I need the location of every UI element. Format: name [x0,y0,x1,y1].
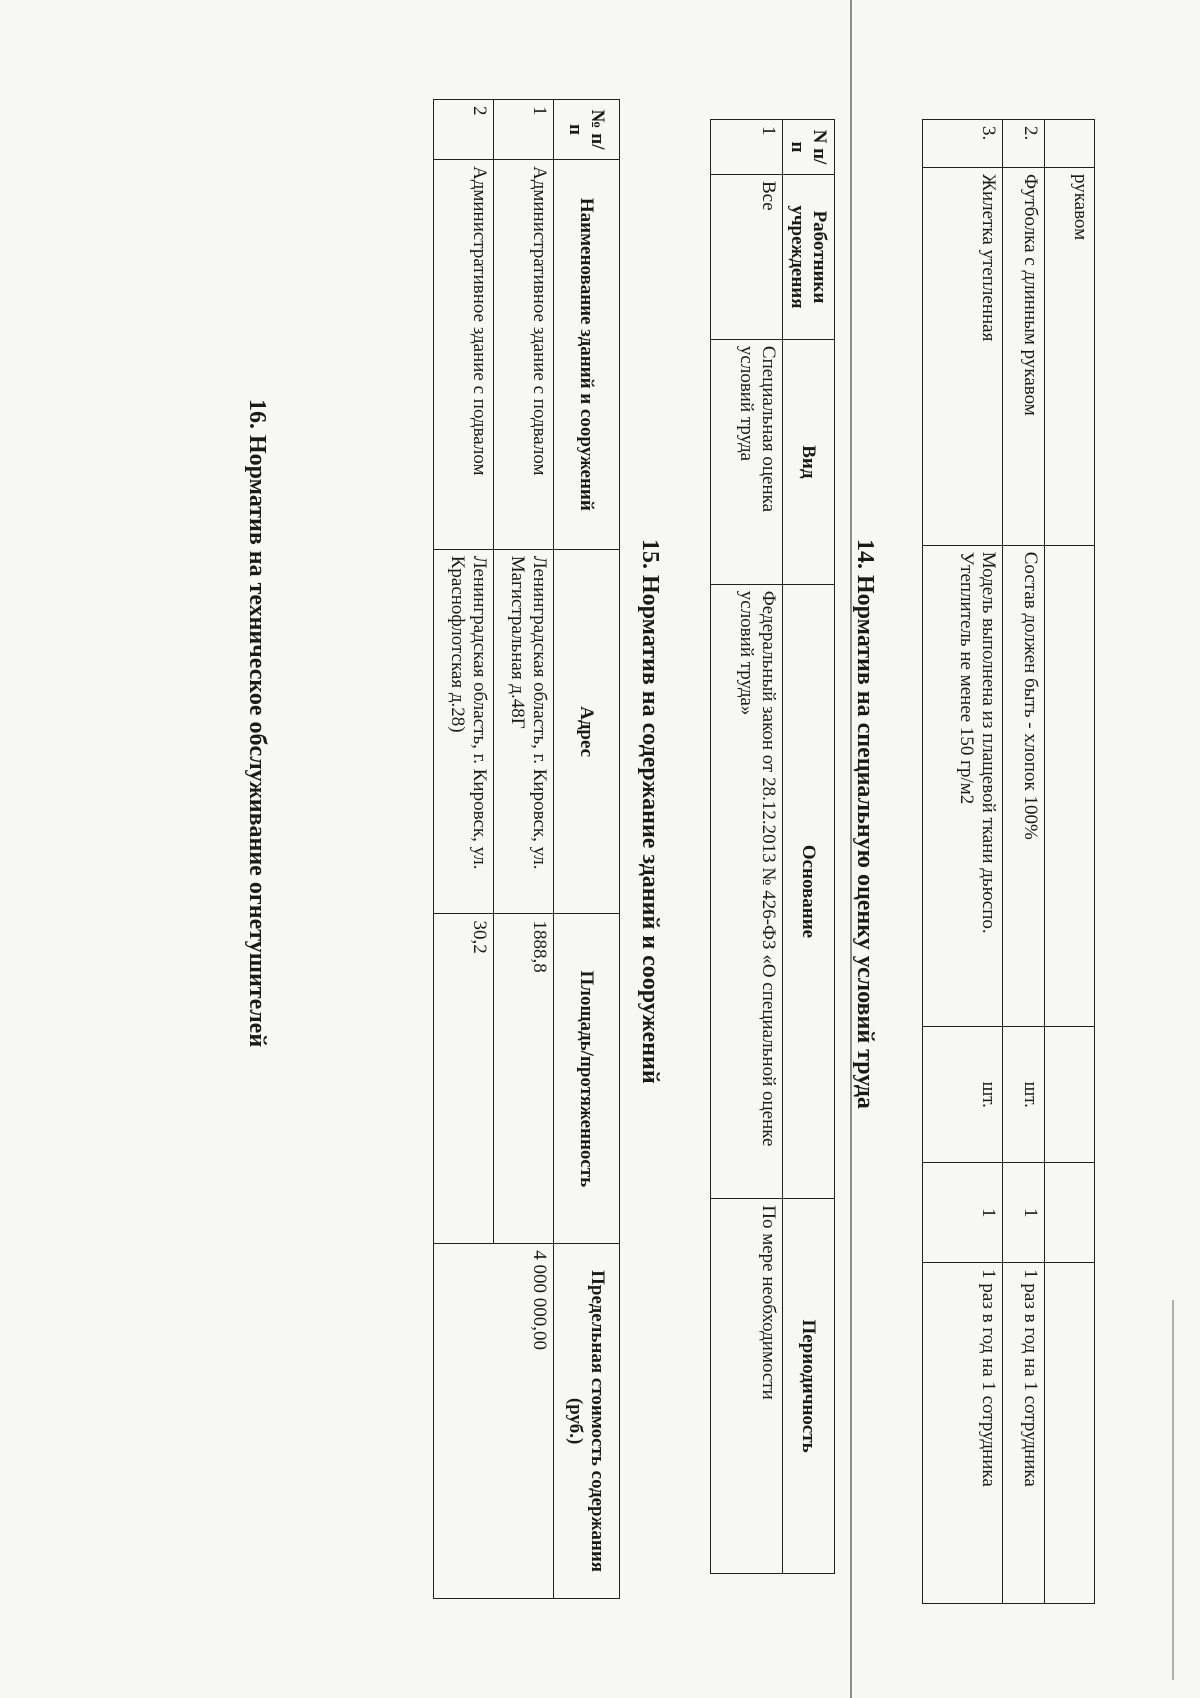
cell-basis: Федеральный закон от 28.12.2013 № 426-ФЗ «О специальной оценке условий труда» [711,584,783,1198]
cell-num: 2. [1003,120,1045,168]
table-row [923,120,1003,1604]
clothing-table [922,119,1095,1604]
cell-num: 1 [494,100,554,160]
header-num: N п/п [783,120,835,175]
cell-cost: 4 000 000,00 [434,1244,554,1599]
section-14-title: 14. Норматив на специальную оценку условий труда [852,539,878,1109]
cell-desc: Модель выполнена из плащевой ткани дьюспо. Утеплитель не менее 150 гр/м2 [923,545,1003,1027]
header-basis: Основание [783,584,835,1198]
cell-num: 1 [711,120,783,175]
cell-unit: шт. [923,1027,1003,1163]
cell-address: Ленинградская область, г. Кировск, ул. Краснофлотская д.28) [434,549,494,914]
cell-num: 2 [434,100,494,160]
section-15-title: 15. Норматив на содержание зданий и сооружений [637,539,663,1084]
section-16-title: 16. Норматив на техническое обслуживание огнетушителей [244,399,270,1048]
cell-qty: 1 [923,1163,1003,1263]
cell-desc [1045,545,1095,1027]
header-workers: Работники учреждения [783,174,835,339]
cell-address: Ленинградская область, г. Кировск, ул. Магистральная д.48Г [494,549,554,914]
header-name: Наименование зданий и сооружений [554,159,620,549]
header-kind: Вид [783,339,835,584]
cell-period [1045,1263,1095,1604]
cell-unit [1045,1027,1095,1163]
cell-period: 1 раз в год на 1 сотрудника [923,1263,1003,1604]
header-area: Площадь/протяженность [554,914,620,1244]
table-row [494,100,554,1599]
cell-name: Административное здание с подвалом [494,159,554,549]
cell-area: 30,2 [434,914,494,1244]
cell-name: Футболка с длинным рукавом [1003,167,1045,545]
table-header-row [554,100,620,1599]
cell-period: По мере необходимости [711,1199,783,1574]
header-address: Адрес [554,549,620,914]
cell-workers: Все [711,174,783,339]
header-period: Периодичность [783,1199,835,1574]
section-15-table [433,99,620,1599]
section-14-table [710,119,835,1574]
header-num: № п/п [554,100,620,160]
table-row [1045,120,1095,1604]
table-row [1003,120,1045,1604]
cell-num: 3. [923,120,1003,168]
cell-desc: Состав должен быть - хлопок 100% [1003,545,1045,1027]
header-cost: Предельная стоимость содержания (руб.) [554,1244,620,1599]
cell-kind: Специальная оценка условий труда [711,339,783,584]
cell-qty: 1 [1003,1163,1045,1263]
cell-name: Административное здание с подвалом [434,159,494,549]
table-header-row [783,120,835,1574]
cell-area: 1888,8 [494,914,554,1244]
cell-unit: шт. [1003,1027,1045,1163]
cell-name: рукавом [1045,167,1095,545]
cell-period: 1 раз в год на 1 сотрудника [1003,1263,1045,1604]
cell-qty [1045,1163,1095,1263]
rotated-content [60,69,1140,1629]
cell-num [1045,120,1095,168]
table-row [711,120,783,1574]
cell-name: Жилетка утепленная [923,167,1003,545]
scan-edge-line-right [1172,1300,1174,1680]
